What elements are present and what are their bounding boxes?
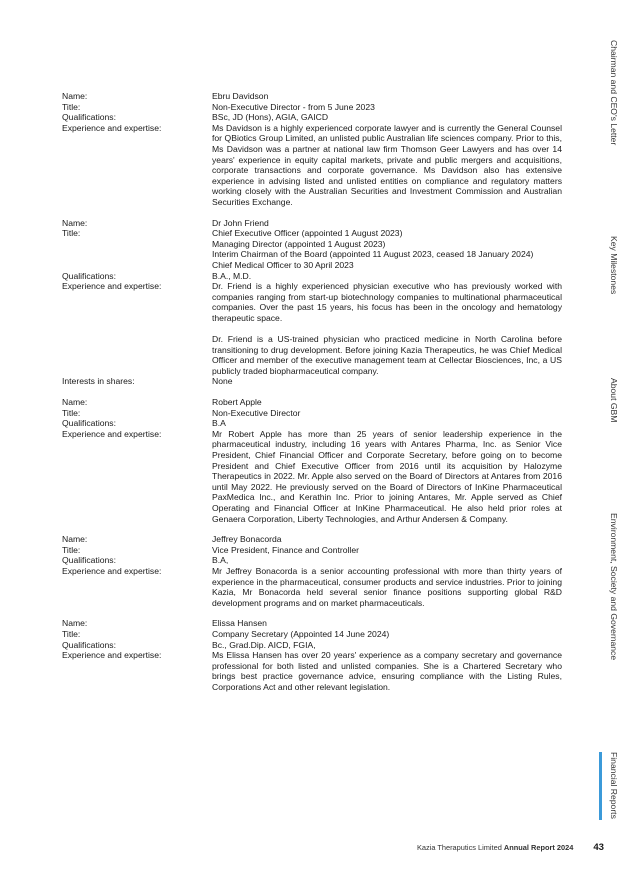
field-label: Title: bbox=[62, 101, 81, 112]
page-footer bbox=[417, 842, 604, 853]
field-value bbox=[212, 629, 562, 640]
profile-field-row bbox=[62, 112, 562, 123]
field-label: Title: bbox=[62, 628, 81, 639]
nav-tab-key-milestones[interactable]: Key Milestones bbox=[609, 236, 619, 295]
field-label: Qualifications: bbox=[62, 639, 116, 650]
field-label: Qualifications: bbox=[62, 270, 116, 281]
field-label: Qualifications: bbox=[62, 555, 116, 566]
experience-paragraph: Dr. Friend is a highly experienced physician executive who has previously worked with companies ranging from start-up biotechnology companies to multinational pharmaceutical companies. Over the past 15 years, his focus has been in the oncology and hematology therapeutic space. bbox=[212, 281, 562, 323]
field-value bbox=[212, 418, 562, 429]
field-value-line: Jeffrey Bonacorda bbox=[212, 534, 282, 545]
experience-paragraph: Dr. Friend is a US-trained physician who practiced medicine in North Carolina before transitioning to drug development. Before joining Kazia Therapeutics, he was Chief Medical Officer and member of the executive management team at Cellectar Biosciences, Inc, a US publicly traded biopharmaceutical company. bbox=[212, 334, 562, 376]
profile-field-row bbox=[62, 408, 562, 419]
experience-paragraph: Ms Elissa Hansen has over 20 years' experience as a company secretary and governance professional for both listed and unlisted companies. She is a Chartered Secretary who brings best practice governance advice, ensuring compliance with the Listing Rules, Corporations Act and other relevant legislation. bbox=[212, 650, 562, 692]
field-value bbox=[212, 408, 562, 419]
page-number: 43 bbox=[593, 842, 604, 853]
profile-field-row bbox=[62, 650, 562, 692]
field-value-line: B.A, bbox=[212, 555, 229, 566]
field-label: Experience and expertise: bbox=[62, 122, 162, 133]
field-label: Qualifications: bbox=[62, 112, 116, 123]
active-section-indicator bbox=[599, 752, 602, 820]
field-value-line: B.A., M.D. bbox=[212, 270, 252, 281]
profile-field-row bbox=[62, 545, 562, 556]
field-label: Name: bbox=[62, 534, 88, 545]
field-label: Name: bbox=[62, 91, 88, 101]
footer-report-title bbox=[417, 843, 573, 852]
field-value-line: Non-Executive Director bbox=[212, 407, 301, 418]
profile-field-row bbox=[62, 566, 562, 608]
nav-tab-financial-reports[interactable]: Financial Reports bbox=[609, 752, 619, 819]
field-value bbox=[212, 376, 562, 387]
field-value bbox=[212, 271, 562, 282]
field-value bbox=[212, 650, 562, 692]
field-value-line: Chief Medical Officer to 30 April 2023 bbox=[212, 259, 354, 270]
field-label: Experience and expertise: bbox=[62, 281, 162, 292]
experience-paragraph: Mr Robert Apple has more than 25 years of senior leadership experience in the pharmaceutical industry, including 16 years with Antares Pharma, Inc. as Senior Vice President, Chief Financial Officer and Corporate Secretary, before going on to become President and Chief Executive Officer from 2016 until its acquisition by Halozyme Therapeutics in 2022. Mr. Apple also served on the Board of Directors at Antares from 2016 until May 2022. He previously served on the Board of Directors of InKine Pharmaceutical PaxMedica Inc., and Kerathin Inc. Prior to joining Antares, Mr. Apple served as Chief Operating and Financial Officer at InKine Pharmaceutical. He also held prior roles at Genaera Corporation, Liberty Technologies, and Arthur Andersen & Company. bbox=[212, 428, 562, 524]
profile-field-row bbox=[62, 429, 562, 524]
field-value bbox=[212, 91, 562, 102]
field-label: Title: bbox=[62, 407, 81, 418]
field-value bbox=[212, 102, 562, 113]
profile-block bbox=[62, 534, 562, 608]
field-value-line: None bbox=[212, 376, 233, 387]
field-value bbox=[212, 566, 562, 608]
experience-paragraph: Ms Davidson is a highly experienced corporate lawyer and is currently the General Counsel for QBiotics Group Limited, an unlisted public Australian life sciences company. Prior to this, Ms Davidson was a partner at national law firm Thomson Geer Lawyers and has over 14 years' experience in equity capital markets, private and public mergers and acquisitions, corporate transactions and corporate governance. Ms Davidson also has extensive experience in advising listed and unlisted entities on compliance and regulatory matters working closely with the Australian Securities and Investment Commission and Australian Securities Exchange. bbox=[212, 122, 562, 207]
profile-field-row bbox=[62, 271, 562, 282]
nav-tab-chairman-ceo-letter[interactable]: Chairman and CEO's Letter bbox=[609, 40, 619, 146]
field-value-line: Managing Director (appointed 1 August 2023) bbox=[212, 238, 386, 249]
field-label: Title: bbox=[62, 544, 81, 555]
profile-field-row bbox=[62, 102, 562, 113]
field-label: Name: bbox=[62, 217, 88, 228]
section-side-nav bbox=[586, 0, 622, 830]
experience-paragraph: Mr Jeffrey Bonacorda is a senior accounting professional with more than thirty years of experience in the pharmaceutical, consumer products and service industries. Prior to joining Kazia, Mr Bonacorda held several senior finance positions supporting global R&D development programs and on market pharmaceuticals. bbox=[212, 565, 562, 608]
profile-block bbox=[62, 218, 562, 388]
field-value bbox=[212, 218, 562, 229]
footer-company: Kazia Theraputics Limited bbox=[416, 843, 502, 852]
field-value-line: BSc, JD (Hons), AGIA, GAICD bbox=[212, 112, 329, 123]
profile-field-row bbox=[62, 618, 562, 629]
director-profiles bbox=[62, 91, 562, 702]
profile-field-row bbox=[62, 91, 562, 102]
field-value bbox=[212, 429, 562, 524]
field-value bbox=[212, 534, 562, 545]
field-value bbox=[212, 397, 562, 408]
field-value-line: Chief Executive Officer (appointed 1 August 2023) bbox=[212, 228, 403, 239]
profile-field-row bbox=[62, 534, 562, 545]
nav-tab-environment-society-governance[interactable]: Environment, Society and Governance bbox=[609, 513, 619, 661]
field-label: Name: bbox=[62, 618, 88, 629]
profile-field-row bbox=[62, 218, 562, 229]
field-value-line: Ebru Davidson bbox=[212, 91, 269, 101]
field-value-line: Bc., Grad.Dip. AICD, FGIA, bbox=[212, 639, 316, 650]
field-value-line: Interim Chairman of the Board (appointed 11 August 2023, ceased 18 January 2024) bbox=[212, 249, 534, 260]
field-value-line: Company Secretary (Appointed 14 June 2024) bbox=[212, 628, 390, 639]
field-value bbox=[212, 228, 562, 270]
field-value-line: Dr John Friend bbox=[212, 217, 269, 228]
field-value bbox=[212, 123, 562, 208]
profile-field-row bbox=[62, 640, 562, 651]
field-label: Name: bbox=[62, 397, 88, 408]
field-value-line: Elissa Hansen bbox=[212, 618, 267, 629]
profile-field-row bbox=[62, 123, 562, 208]
footer-report: Annual Report 2024 bbox=[503, 843, 574, 852]
nav-tab-about-gbm[interactable]: About GBM bbox=[609, 378, 619, 423]
field-label: Experience and expertise: bbox=[62, 428, 162, 439]
field-value-line: B.A bbox=[212, 418, 226, 429]
field-value-line: Robert Apple bbox=[212, 397, 262, 408]
field-label: Experience and expertise: bbox=[62, 565, 162, 576]
field-label: Interests in shares: bbox=[62, 376, 135, 387]
field-label: Experience and expertise: bbox=[62, 650, 162, 661]
field-value bbox=[212, 555, 562, 566]
field-value bbox=[212, 545, 562, 556]
profile-field-row bbox=[62, 228, 562, 270]
field-value-line: Non-Executive Director - from 5 June 2023 bbox=[212, 101, 375, 112]
profile-block bbox=[62, 397, 562, 524]
field-value bbox=[212, 281, 562, 376]
profile-field-row bbox=[62, 629, 562, 640]
field-value bbox=[212, 618, 562, 629]
field-label: Qualifications: bbox=[62, 418, 116, 429]
profile-field-row bbox=[62, 555, 562, 566]
field-value bbox=[212, 112, 562, 123]
profile-field-row bbox=[62, 397, 562, 408]
field-label: Title: bbox=[62, 228, 81, 239]
field-value-line: Vice President, Finance and Controller bbox=[212, 544, 359, 555]
profile-block bbox=[62, 618, 562, 692]
profile-field-row bbox=[62, 376, 562, 387]
profile-block bbox=[62, 91, 562, 208]
field-value bbox=[212, 640, 562, 651]
profile-field-row bbox=[62, 418, 562, 429]
profile-field-row bbox=[62, 281, 562, 376]
